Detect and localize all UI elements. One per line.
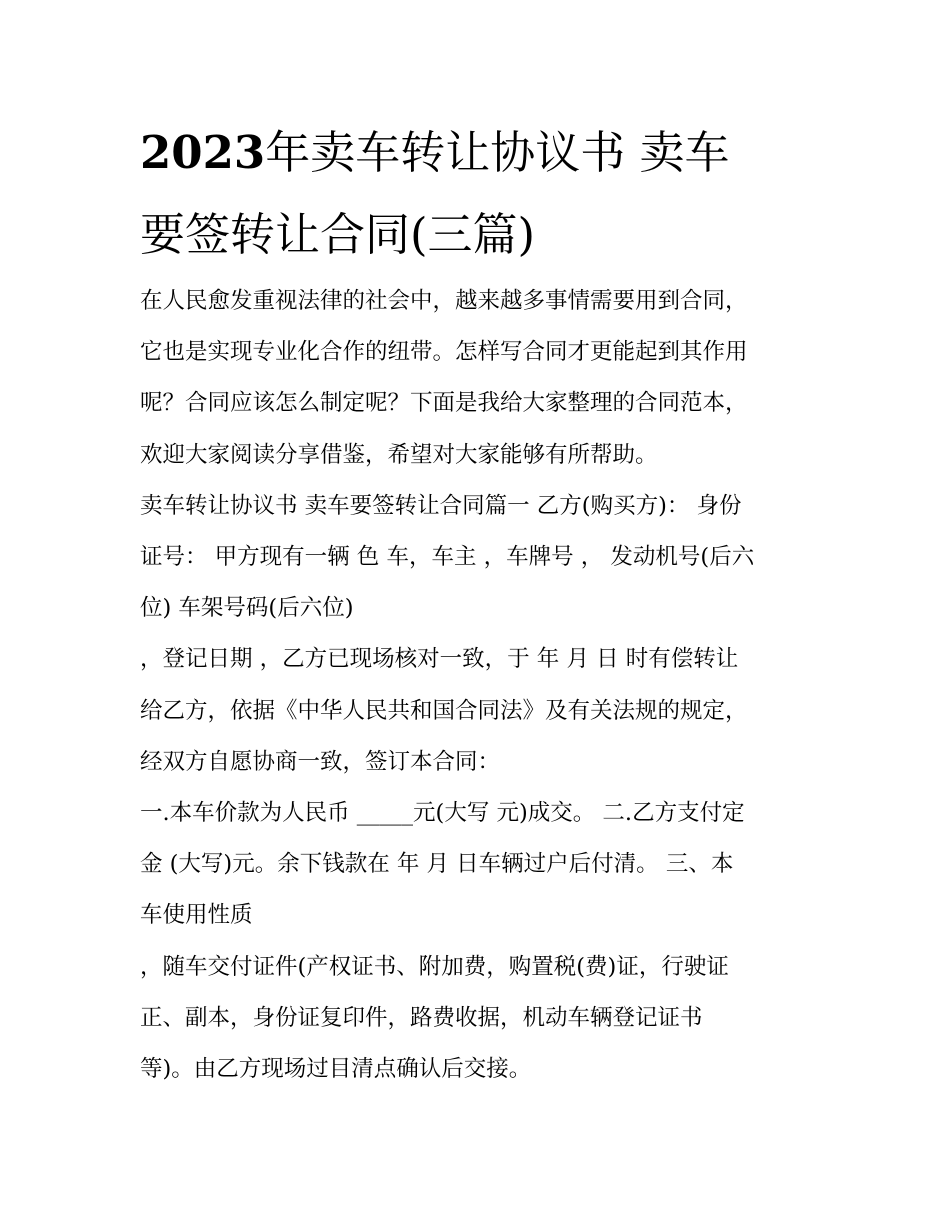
body-line: 位) 车架号码(后六位) [140,595,354,622]
body-line: 一.本车价款为人民币 _____元(大写 元)成交。 二.乙方支付定 [140,800,745,827]
body-line: 卖车转让协议书 卖车要签转让合同篇一 乙方(购买方)： 身份 [140,492,742,519]
body-line: 经双方自愿协商一致，签订本合同： [140,748,501,775]
body-line: ，登记日期 ，乙方已现场核对一致，于 年 月 日 时有偿转让 [140,646,739,673]
body-line: 金 (大写)元。余下钱款在 年 月 日车辆过户后付清。 三、本 [140,851,734,878]
body-line: 证号： 甲方现有一辆 色 车，车主 ，车牌号 ， 发动机号(后六 [140,544,755,571]
body-line: 给乙方，依据《中华人民共和国合同法》及有关法规的规定， [140,697,748,724]
body-line: 在人民愈发重视法律的社会中，越来越多事情需要用到合同， [140,288,748,314]
title-line-1 [140,112,820,194]
body-line: 等)。由乙方现场过目清点确认后交接。 [140,1056,532,1083]
document-body [140,276,820,1095]
body-line: 车使用性质 [140,902,253,929]
body-line: ，随车交付证件(产权证书、附加费，购置税(费)证，行驶证 [140,953,729,980]
title-line-1-text: 年卖车转让协议书 卖车 [265,126,730,179]
body-line: 它也是实现专业化合作的纽带。怎样写合同才更能起到其作用 [140,339,748,366]
body-line: 正、副本，身份证复印件，路费收据，机动车辆登记证书 [140,1004,703,1031]
document-title [140,112,820,276]
title-year: 2023 [140,126,266,179]
body-line: 欢迎大家阅读分享借鉴，希望对大家能够有所帮助。 [140,441,658,468]
body-line: 呢？合同应该怎么制定呢？下面是我给大家整理的合同范本， [140,390,748,417]
title-line-2: 要签转让合同(三篇) [140,208,536,261]
